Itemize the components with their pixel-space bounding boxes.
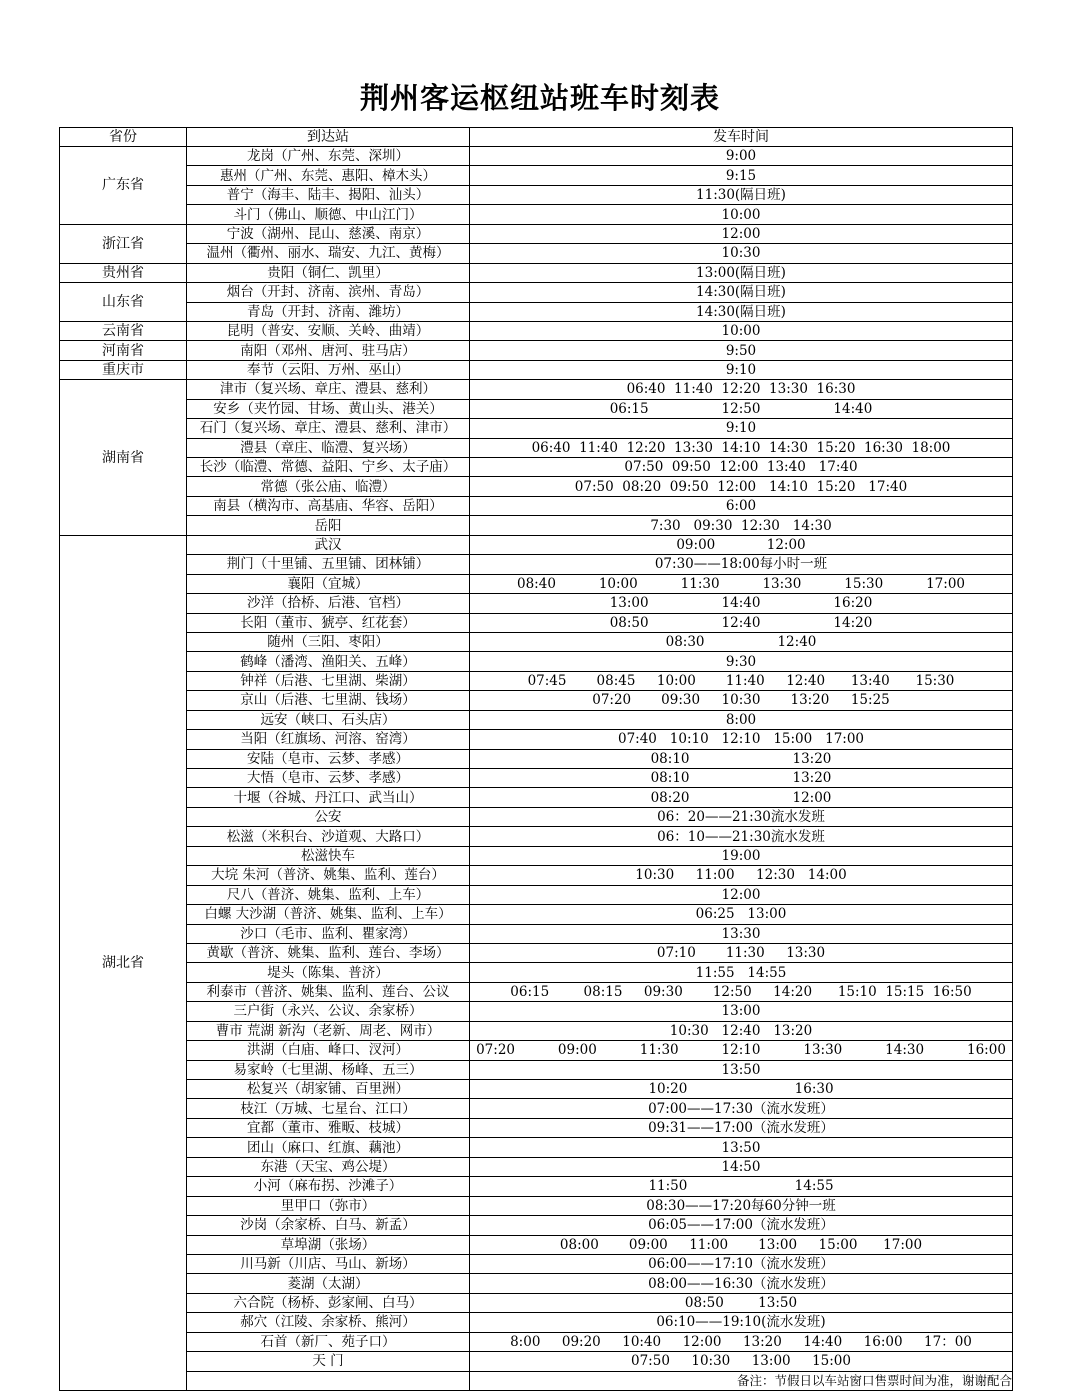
departure-cell: 08:00 09:00 11:00 13:00 15:00 17:00 <box>470 1235 1013 1254</box>
departure-cell: 9:10 <box>470 419 1013 438</box>
province-cell: 广东省 <box>60 147 187 225</box>
table-row <box>60 166 1013 185</box>
table-row <box>60 1138 1013 1157</box>
table-row <box>60 1177 1013 1196</box>
departure-cell: 10:30 12:40 13:20 <box>470 1021 1013 1040</box>
departure-cell: 12:00 <box>470 224 1013 243</box>
departure-cell: 07:10 11:30 13:30 <box>470 943 1013 962</box>
destination-cell: 安乡（夹竹园、甘场、黄山头、港关） <box>187 399 470 418</box>
destination-cell: 石门（复兴场、章庄、澧县、慈利、津市） <box>187 419 470 438</box>
table-row <box>60 535 1013 554</box>
departure-cell: 9:15 <box>470 166 1013 185</box>
departure-cell: 14:30(隔日班) <box>470 283 1013 302</box>
destination-cell: 南县（横沟市、高基庙、华容、岳阳） <box>187 496 470 515</box>
destination-cell: 公安 <box>187 807 470 826</box>
destination-cell: 枝江（万城、七星台、江口） <box>187 1099 470 1118</box>
destination-cell: 黄歇（普济、姚集、监利、莲台、李场） <box>187 943 470 962</box>
table-row <box>60 321 1013 340</box>
destination-cell: 宁波（湖州、昆山、慈溪、南京） <box>187 224 470 243</box>
destination-cell: 长阳（董市、猇亭、红花套） <box>187 613 470 632</box>
departure-cell: 13:00 14:40 16:20 <box>470 594 1013 613</box>
destination-cell: 远安（峡口、石头店） <box>187 710 470 729</box>
destination-cell: 洪湖（白庙、峰口、汊河） <box>187 1041 470 1060</box>
table-row <box>60 496 1013 515</box>
destination-cell: 东港（天宝、鸡公堤） <box>187 1157 470 1176</box>
destination-cell: 温州（衢州、丽水、瑞安、九江、黄梅） <box>187 244 470 263</box>
table-row <box>60 1041 1013 1060</box>
table-row <box>60 205 1013 224</box>
timetable <box>59 127 1013 1391</box>
destination-cell: 白螺 大沙湖（普济、姚集、监利、上车） <box>187 905 470 924</box>
destination-cell: 惠州（广州、东莞、惠阳、樟木头） <box>187 166 470 185</box>
destination-cell: 六合院（杨桥、彭家闸、白马） <box>187 1293 470 1312</box>
departure-cell: 07:30——18:00每小时一班 <box>470 555 1013 574</box>
departure-cell: 07:50 09:50 12:00 13:40 17:40 <box>470 458 1013 477</box>
table-row <box>60 1196 1013 1215</box>
table-row <box>60 1352 1013 1371</box>
departure-cell: 08:20 12:00 <box>470 788 1013 807</box>
departure-cell: 06:15 08:15 09:30 12:50 14:20 15:10 15:15 16:50 <box>470 982 1013 1001</box>
table-row <box>60 1002 1013 1021</box>
destination-cell: 荆门（十里铺、五里铺、团林铺） <box>187 555 470 574</box>
header-province: 省份 <box>60 128 187 147</box>
departure-cell: 11:30(隔日班) <box>470 185 1013 204</box>
destination-cell: 随州（三阳、枣阳） <box>187 632 470 651</box>
table-row <box>60 943 1013 962</box>
table-row <box>60 185 1013 204</box>
departure-cell: 08:10 13:20 <box>470 749 1013 768</box>
destination-cell: 郝穴（江陵、余家桥、熊河） <box>187 1313 470 1332</box>
table-row <box>60 458 1013 477</box>
departure-cell: 06:05——17:00（流水发班） <box>470 1216 1013 1235</box>
table-row <box>60 730 1013 749</box>
departure-cell: 07:50 10:30 13:00 15:00 <box>470 1352 1013 1371</box>
departure-cell: 06:10——19:10(流水发班) <box>470 1313 1013 1332</box>
destination-cell: 鹤峰（潘湾、渔阳关、五峰） <box>187 652 470 671</box>
table-row <box>60 574 1013 593</box>
departure-cell: 14:50 <box>470 1157 1013 1176</box>
table-row <box>60 1216 1013 1235</box>
header-row <box>60 128 1013 147</box>
destination-cell: 南阳（邓州、唐河、驻马店） <box>187 341 470 360</box>
table-row <box>60 827 1013 846</box>
departure-cell: 07:20 09:30 10:30 13:20 15:25 <box>470 691 1013 710</box>
table-row <box>60 1293 1013 1312</box>
table-row <box>60 846 1013 865</box>
table-row <box>60 263 1013 282</box>
table-row <box>60 1254 1013 1273</box>
table-row <box>60 341 1013 360</box>
departure-cell: 06:25 13:00 <box>470 905 1013 924</box>
departure-cell: 07:50 08:20 09:50 12:00 14:10 15:20 17:40 <box>470 477 1013 496</box>
province-cell: 湖南省 <box>60 380 187 536</box>
table-row <box>60 885 1013 904</box>
destination-cell: 钟祥（后港、七里湖、柴湖） <box>187 671 470 690</box>
province-cell: 山东省 <box>60 283 187 322</box>
destination-cell: 普宁（海丰、陆丰、揭阳、汕头） <box>187 185 470 204</box>
table-row <box>60 866 1013 885</box>
table-row <box>60 1099 1013 1118</box>
destination-cell: 沙岗（余家桥、白马、新孟） <box>187 1216 470 1235</box>
table-row <box>60 419 1013 438</box>
departure-cell: 13:30 <box>470 924 1013 943</box>
table-row <box>60 283 1013 302</box>
destination-cell: 松滋（米积台、沙道观、大路口） <box>187 827 470 846</box>
table-row <box>60 710 1013 729</box>
departure-cell: 07:40 10:10 12:10 15:00 17:00 <box>470 730 1013 749</box>
table-row <box>60 244 1013 263</box>
table-row <box>60 1021 1013 1040</box>
table-row <box>60 1332 1013 1351</box>
table-row <box>60 632 1013 651</box>
destination-cell: 草埠湖（张场） <box>187 1235 470 1254</box>
departure-cell: 6:00 <box>470 496 1013 515</box>
destination-cell: 津市（复兴场、章庄、澧县、慈利） <box>187 380 470 399</box>
destination-cell: 沙洋（拾桥、后港、官档） <box>187 594 470 613</box>
destination-cell: 菱湖（太湖） <box>187 1274 470 1293</box>
destination-cell: 石首（新厂、苑子口） <box>187 1332 470 1351</box>
table-row <box>60 613 1013 632</box>
table-row <box>60 1060 1013 1079</box>
departure-cell: 10:30 11:00 12:30 14:00 <box>470 866 1013 885</box>
table-row <box>60 652 1013 671</box>
departure-cell: 06：20——21:30流水发班 <box>470 807 1013 826</box>
destination-cell: 易家岭（七里湖、杨峰、五三） <box>187 1060 470 1079</box>
destination-cell: 小河（麻布拐、沙滩子） <box>187 1177 470 1196</box>
province-cell: 云南省 <box>60 321 187 340</box>
timetable-body <box>60 147 1013 1391</box>
destination-cell: 烟台（开封、济南、滨州、青岛） <box>187 283 470 302</box>
departure-cell: 10:00 <box>470 205 1013 224</box>
departure-cell: 09:00 12:00 <box>470 535 1013 554</box>
destination-cell: 堤头（陈集、普济） <box>187 963 470 982</box>
destination-cell: 青岛（开封、济南、潍坊） <box>187 302 470 321</box>
departure-cell: 13:00 <box>470 1002 1013 1021</box>
table-row <box>60 516 1013 535</box>
note-text: 备注：节假日以车站窗口售票时间为准，谢谢配合 <box>470 1371 1013 1390</box>
destination-cell: 十堰（谷城、丹江口、武当山） <box>187 788 470 807</box>
destination-cell: 斗门（佛山、顺德、中山江门） <box>187 205 470 224</box>
destination-cell: 岳阳 <box>187 516 470 535</box>
table-row <box>60 1157 1013 1176</box>
table-row <box>60 749 1013 768</box>
destination-cell: 天 门 <box>187 1352 470 1371</box>
destination-cell: 龙岗（广州、东莞、深圳） <box>187 147 470 166</box>
departure-cell: 09:31——17:00（流水发班） <box>470 1118 1013 1137</box>
departure-cell: 10:00 <box>470 321 1013 340</box>
destination-cell: 川马新（川店、马山、新场） <box>187 1254 470 1273</box>
departure-cell: 08:10 13:20 <box>470 769 1013 788</box>
destination-cell: 宜都（董市、雅畈、枝城） <box>187 1118 470 1137</box>
province-cell: 重庆市 <box>60 360 187 379</box>
table-row <box>60 905 1013 924</box>
destination-cell: 松滋快车 <box>187 846 470 865</box>
departure-cell: 07:45 08:45 10:00 11:40 12:40 13:40 15:30 <box>470 671 1013 690</box>
departure-cell: 08:50 12:40 14:20 <box>470 613 1013 632</box>
header-departure: 发车时间 <box>470 128 1013 147</box>
table-row <box>60 924 1013 943</box>
departure-cell: 08:30——17:20每60分钟一班 <box>470 1196 1013 1215</box>
province-cell: 贵州省 <box>60 263 187 282</box>
table-row <box>60 399 1013 418</box>
destination-cell: 大悟（皂市、云梦、孝感） <box>187 769 470 788</box>
departure-cell: 13:50 <box>470 1060 1013 1079</box>
departure-cell: 9:00 <box>470 147 1013 166</box>
departure-cell: 07:20 09:00 11:30 12:10 13:30 14:30 16:00 <box>470 1041 1013 1060</box>
table-row <box>60 555 1013 574</box>
destination-cell: 松复兴（胡家铺、百里洲） <box>187 1080 470 1099</box>
departure-cell: 10:20 16:30 <box>470 1080 1013 1099</box>
destination-cell: 昆明（普安、安顺、关岭、曲靖） <box>187 321 470 340</box>
destination-cell: 里甲口（弥市） <box>187 1196 470 1215</box>
departure-cell: 9:10 <box>470 360 1013 379</box>
departure-cell: 10:30 <box>470 244 1013 263</box>
departure-cell: 06:40 11:40 12:20 13:30 14:10 14:30 15:20 16:30 18:00 <box>470 438 1013 457</box>
departure-cell: 14:30(隔日班) <box>470 302 1013 321</box>
departure-cell: 08:50 13:50 <box>470 1293 1013 1312</box>
header-destination: 到达站 <box>187 128 470 147</box>
destination-cell: 襄阳（宜城） <box>187 574 470 593</box>
province-cell: 浙江省 <box>60 224 187 263</box>
destination-cell: 奉节（云阳、万州、巫山） <box>187 360 470 379</box>
table-row <box>60 1080 1013 1099</box>
empty-cell <box>187 1371 470 1390</box>
table-row <box>60 594 1013 613</box>
destination-cell: 澧县（章庄、临澧、复兴场） <box>187 438 470 457</box>
departure-cell: 8:00 09:20 10:40 12:00 13:20 14:40 16:00 17：00 <box>470 1332 1013 1351</box>
table-row <box>60 982 1013 1001</box>
table-row <box>60 963 1013 982</box>
departure-cell: 8:00 <box>470 710 1013 729</box>
destination-cell: 常德（张公庙、临澧） <box>187 477 470 496</box>
destination-cell: 安陆（皂市、云梦、孝感） <box>187 749 470 768</box>
departure-cell: 06:15 12:50 14:40 <box>470 399 1013 418</box>
departure-cell: 06:00——17:10（流水发班） <box>470 1254 1013 1273</box>
departure-cell: 06：10——21:30流水发班 <box>470 827 1013 846</box>
departure-cell: 08:40 10:00 11:30 13:30 15:30 17:00 <box>470 574 1013 593</box>
departure-cell: 9:30 <box>470 652 1013 671</box>
destination-cell: 京山（后港、七里湖、钱场） <box>187 691 470 710</box>
table-row <box>60 438 1013 457</box>
destination-cell: 长沙（临澧、常德、益阳、宁乡、太子庙） <box>187 458 470 477</box>
departure-cell: 13:00(隔日班) <box>470 263 1013 282</box>
departure-cell: 11:55 14:55 <box>470 963 1013 982</box>
departure-cell: 08:00——16:30（流水发班） <box>470 1274 1013 1293</box>
province-cell: 湖北省 <box>60 535 187 1390</box>
destination-cell: 大垸 朱河（普济、姚集、监利、莲台） <box>187 866 470 885</box>
destination-cell: 沙口（毛市、监利、瞿家湾） <box>187 924 470 943</box>
destination-cell: 贵阳（铜仁、凯里） <box>187 263 470 282</box>
table-row <box>60 769 1013 788</box>
province-cell: 河南省 <box>60 341 187 360</box>
table-row <box>60 302 1013 321</box>
page-title: 荆州客运枢纽站班车时刻表 <box>359 81 720 115</box>
departure-cell: 07:00——17:30（流水发班） <box>470 1099 1013 1118</box>
note-row <box>60 1371 1013 1390</box>
destination-cell: 尺八（普济、姚集、监利、上车） <box>187 885 470 904</box>
destination-cell: 利泰市（普济、姚集、监利、莲台、公议 <box>187 982 470 1001</box>
destination-cell: 当阳（红旗场、河溶、窑湾） <box>187 730 470 749</box>
table-row <box>60 147 1013 166</box>
departure-cell: 08:30 12:40 <box>470 632 1013 651</box>
table-row <box>60 1313 1013 1332</box>
table-row <box>60 1118 1013 1137</box>
table-row <box>60 1274 1013 1293</box>
table-row <box>60 671 1013 690</box>
table-row <box>60 224 1013 243</box>
table-row <box>60 807 1013 826</box>
destination-cell: 团山（麻口、红旗、藕池） <box>187 1138 470 1157</box>
destination-cell: 武汉 <box>187 535 470 554</box>
table-row <box>60 360 1013 379</box>
table-row <box>60 1235 1013 1254</box>
departure-cell: 11:50 14:55 <box>470 1177 1013 1196</box>
departure-cell: 19:00 <box>470 846 1013 865</box>
table-row <box>60 477 1013 496</box>
departure-cell: 9:50 <box>470 341 1013 360</box>
table-row <box>60 691 1013 710</box>
departure-cell: 7:30 09:30 12:30 14:30 <box>470 516 1013 535</box>
destination-cell: 曹市 荒湖 新沟（老新、周老、网市） <box>187 1021 470 1040</box>
departure-cell: 12:00 <box>470 885 1013 904</box>
destination-cell: 三户街（永兴、公议、余家桥） <box>187 1002 470 1021</box>
table-row <box>60 788 1013 807</box>
departure-cell: 06:40 11:40 12:20 13:30 16:30 <box>470 380 1013 399</box>
departure-cell: 13:50 <box>470 1138 1013 1157</box>
table-row <box>60 380 1013 399</box>
